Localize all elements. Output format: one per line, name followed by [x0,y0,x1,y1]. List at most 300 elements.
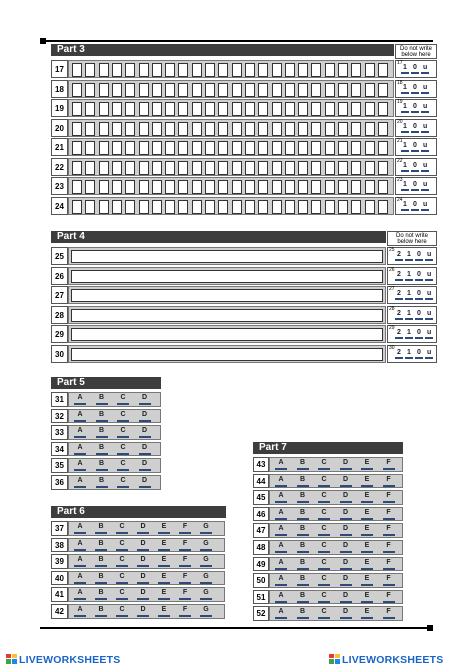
letter-box[interactable] [338,180,348,194]
letter-box[interactable] [232,161,242,175]
choice-option[interactable]: E [161,572,167,580]
choice-option[interactable]: D [141,477,148,484]
score-option[interactable]: 0 [413,103,417,110]
letter-box[interactable] [298,122,308,136]
letter-box[interactable] [72,102,82,116]
choice-option[interactable]: D [342,492,349,500]
choice-option[interactable]: C [321,575,327,583]
letter-box[interactable] [178,83,188,97]
letter-box[interactable] [365,141,375,155]
letter-box[interactable] [245,63,255,77]
letter-box[interactable] [85,141,95,155]
letter-box[interactable] [258,141,268,155]
score-option[interactable]: u [427,290,432,297]
letter-box[interactable] [351,161,361,175]
letter-box[interactable] [165,200,175,214]
letter-box[interactable] [298,63,308,77]
letter-box[interactable] [205,63,215,77]
score-option[interactable]: 2 [397,251,401,258]
letter-box[interactable] [258,200,268,214]
letter-box[interactable] [232,200,242,214]
choice-option[interactable]: E [364,608,370,616]
letter-box[interactable] [112,83,122,97]
letter-box[interactable] [365,102,375,116]
letter-box[interactable] [325,102,335,116]
choice-option[interactable]: F [386,608,391,616]
letter-box[interactable] [192,200,202,214]
letter-box[interactable] [139,161,149,175]
choice-option[interactable]: B [98,443,105,451]
choice-option[interactable]: D [342,459,349,466]
score-option[interactable]: 1 [407,270,411,278]
letter-box[interactable] [99,122,109,136]
score-option[interactable]: u [423,122,428,130]
score-option[interactable]: 0 [417,270,421,278]
choice-option[interactable]: F [182,556,188,564]
letter-box[interactable] [192,161,202,175]
letter-box[interactable] [272,161,282,175]
letter-box[interactable] [85,63,95,77]
letter-box[interactable] [205,102,215,116]
letter-box[interactable] [338,83,348,97]
choice-option[interactable]: E [364,558,370,566]
score-option[interactable]: u [427,270,432,278]
letter-box[interactable] [192,63,202,77]
score-option[interactable]: 1 [403,142,407,149]
letter-box[interactable] [125,141,135,155]
letter-box[interactable] [112,161,122,175]
choice-option[interactable]: A [278,542,284,549]
letter-box[interactable] [272,141,282,155]
letter-box[interactable] [178,161,188,175]
choice-option[interactable]: E [161,539,167,547]
score-option[interactable]: 1 [407,348,411,356]
letter-box[interactable] [258,63,268,77]
letter-box[interactable] [311,63,321,77]
letter-box[interactable] [112,102,122,116]
letter-box[interactable] [325,122,335,136]
letter-box[interactable] [351,83,361,97]
letter-box[interactable] [285,102,295,116]
letter-box[interactable] [285,83,295,97]
letter-box[interactable] [325,83,335,97]
score-option[interactable]: u [423,181,428,188]
choice-option[interactable]: A [77,410,83,418]
letter-box[interactable] [272,180,282,194]
score-option[interactable]: u [423,103,428,110]
choice-option[interactable]: B [299,459,306,466]
letter-box[interactable] [218,180,228,194]
score-option[interactable]: 0 [413,200,417,208]
choice-option[interactable]: D [140,572,146,580]
choice-option[interactable]: E [364,525,370,533]
choice-option[interactable]: D [141,410,148,418]
letter-box[interactable] [125,161,135,175]
letter-box[interactable] [218,200,228,214]
choice-option[interactable]: C [119,539,125,547]
letter-box[interactable] [272,200,282,214]
letter-box[interactable] [218,161,228,175]
letter-box[interactable] [125,180,135,194]
letter-box[interactable] [192,102,202,116]
letter-box[interactable] [245,180,255,194]
choice-option[interactable]: C [321,508,327,516]
choice-option[interactable]: B [98,427,105,435]
choice-option[interactable]: B [98,460,105,468]
letter-box[interactable] [125,200,135,214]
letter-box[interactable] [311,122,321,136]
letter-box[interactable] [311,83,321,97]
letter-box[interactable] [258,180,268,194]
choice-option[interactable]: D [342,591,349,599]
letter-box[interactable] [285,180,295,194]
letter-box[interactable] [365,83,375,97]
letter-box[interactable] [258,161,268,175]
score-option[interactable]: 0 [413,142,417,149]
letter-box[interactable] [272,122,282,136]
letter-box[interactable] [378,122,388,136]
letter-box[interactable] [325,141,335,155]
choice-option[interactable]: D [141,394,148,401]
choice-option[interactable]: A [77,427,83,435]
choice-option[interactable]: F [386,558,391,566]
choice-option[interactable]: F [386,525,391,533]
letter-box[interactable] [165,180,175,194]
score-option[interactable]: 0 [417,290,421,297]
letter-box[interactable] [178,180,188,194]
choice-option[interactable]: B [98,477,105,484]
choice-option[interactable]: D [342,558,349,566]
choice-option[interactable]: E [364,508,370,516]
choice-option[interactable]: A [278,475,284,483]
letter-box[interactable] [245,161,255,175]
score-option[interactable]: u [423,200,428,208]
choice-option[interactable]: A [77,523,83,530]
choice-option[interactable]: B [299,525,306,533]
choice-option[interactable]: B [98,572,104,580]
letter-box[interactable] [325,161,335,175]
letter-box[interactable] [205,122,215,136]
letter-box[interactable] [152,122,162,136]
choice-option[interactable]: F [386,459,391,466]
choice-option[interactable]: A [278,608,284,616]
score-option[interactable]: 1 [403,181,407,188]
letter-box[interactable] [338,122,348,136]
letter-box[interactable] [365,122,375,136]
choice-option[interactable]: C [321,525,327,533]
choice-option[interactable]: F [386,591,391,599]
letter-box[interactable] [152,200,162,214]
score-option[interactable]: u [423,142,428,149]
choice-option[interactable]: A [77,589,83,597]
letter-box[interactable] [298,200,308,214]
letter-box[interactable] [245,122,255,136]
letter-box[interactable] [152,63,162,77]
letter-box[interactable] [178,63,188,77]
letter-box[interactable] [152,180,162,194]
choice-option[interactable]: B [299,575,306,583]
score-option[interactable]: 0 [413,83,417,91]
letter-box[interactable] [72,63,82,77]
choice-option[interactable]: E [364,492,370,500]
letter-box[interactable] [218,102,228,116]
letter-box[interactable] [72,180,82,194]
choice-option[interactable]: G [203,606,209,613]
choice-option[interactable]: C [120,477,126,484]
score-option[interactable]: 0 [413,122,417,130]
score-option[interactable]: 1 [403,161,407,169]
letter-box[interactable] [365,180,375,194]
letter-box[interactable] [165,102,175,116]
choice-option[interactable]: C [119,572,125,580]
choice-option[interactable]: A [77,394,83,401]
choice-option[interactable]: C [321,558,327,566]
letter-box[interactable] [139,200,149,214]
choice-option[interactable]: G [203,556,209,564]
choice-option[interactable]: B [299,475,306,483]
choice-option[interactable]: C [321,591,327,599]
letter-box[interactable] [298,83,308,97]
letter-box[interactable] [298,102,308,116]
choice-option[interactable]: B [299,608,306,616]
letter-box[interactable] [205,200,215,214]
letter-box[interactable] [378,102,388,116]
letter-box[interactable] [232,122,242,136]
choice-option[interactable]: A [278,508,284,516]
letter-box[interactable] [351,102,361,116]
letter-box[interactable] [178,102,188,116]
choice-option[interactable]: B [98,523,104,530]
letter-box[interactable] [192,180,202,194]
letter-box[interactable] [165,122,175,136]
letter-box[interactable] [258,122,268,136]
choice-option[interactable]: D [140,523,146,530]
choice-option[interactable]: A [278,492,284,500]
letter-box[interactable] [152,141,162,155]
letter-box[interactable] [165,141,175,155]
letter-box[interactable] [378,161,388,175]
letter-box[interactable] [338,161,348,175]
letter-box[interactable] [152,83,162,97]
letter-box[interactable] [218,83,228,97]
score-option[interactable]: 2 [397,309,401,317]
letter-box[interactable] [285,63,295,77]
score-option[interactable]: 0 [417,329,421,336]
choice-option[interactable]: D [141,443,148,451]
choice-option[interactable]: D [141,460,148,468]
letter-box[interactable] [245,200,255,214]
choice-option[interactable]: G [203,523,209,530]
letter-box[interactable] [125,102,135,116]
score-option[interactable]: 0 [413,181,417,188]
letter-box[interactable] [365,161,375,175]
letter-box[interactable] [85,83,95,97]
letter-box[interactable] [378,63,388,77]
letter-box[interactable] [378,180,388,194]
letter-box[interactable] [245,83,255,97]
letter-box[interactable] [165,63,175,77]
letter-box[interactable] [351,122,361,136]
choice-option[interactable]: C [321,459,327,466]
letter-box[interactable] [298,161,308,175]
letter-box[interactable] [85,180,95,194]
choice-option[interactable]: C [119,606,125,613]
choice-option[interactable]: D [342,542,349,549]
score-option[interactable]: 1 [407,309,411,317]
letter-box[interactable] [99,102,109,116]
letter-box[interactable] [152,161,162,175]
letter-box[interactable] [99,83,109,97]
choice-option[interactable]: A [77,556,83,564]
letter-box[interactable] [298,180,308,194]
choice-option[interactable]: C [119,523,125,530]
choice-option[interactable]: C [120,460,126,468]
choice-option[interactable]: E [364,575,370,583]
letter-box[interactable] [378,200,388,214]
letter-box[interactable] [72,83,82,97]
choice-option[interactable]: A [278,525,284,533]
choice-option[interactable]: F [182,539,188,547]
answer-input[interactable] [71,309,383,322]
choice-option[interactable]: E [364,591,370,599]
choice-option[interactable]: B [299,508,306,516]
letter-box[interactable] [178,122,188,136]
score-option[interactable]: 2 [397,348,401,356]
letter-box[interactable] [125,63,135,77]
choice-option[interactable]: G [203,589,209,597]
letter-box[interactable] [125,83,135,97]
letter-box[interactable] [245,102,255,116]
choice-option[interactable]: D [140,539,146,547]
choice-option[interactable]: D [342,575,349,583]
choice-option[interactable]: B [299,542,306,549]
score-option[interactable]: 0 [417,309,421,317]
choice-option[interactable]: A [77,460,83,468]
score-option[interactable]: 1 [403,200,407,208]
letter-box[interactable] [298,141,308,155]
letter-box[interactable] [85,102,95,116]
choice-option[interactable]: B [299,591,306,599]
choice-option[interactable]: F [386,508,391,516]
letter-box[interactable] [178,141,188,155]
choice-option[interactable]: C [120,394,126,401]
score-option[interactable]: 2 [397,290,401,297]
choice-option[interactable]: C [120,443,126,451]
score-option[interactable]: 0 [413,64,417,71]
choice-option[interactable]: F [386,492,391,500]
choice-option[interactable]: A [77,443,83,451]
letter-box[interactable] [72,122,82,136]
letter-box[interactable] [311,102,321,116]
letter-box[interactable] [325,180,335,194]
letter-box[interactable] [272,102,282,116]
letter-box[interactable] [205,180,215,194]
score-option[interactable]: 0 [417,348,421,356]
score-option[interactable]: u [427,329,432,336]
choice-option[interactable]: C [321,608,327,616]
letter-box[interactable] [285,161,295,175]
letter-box[interactable] [139,122,149,136]
letter-box[interactable] [272,83,282,97]
letter-box[interactable] [99,180,109,194]
score-option[interactable]: u [427,348,432,356]
choice-option[interactable]: E [161,523,167,530]
answer-input[interactable] [71,348,383,361]
score-option[interactable]: 1 [403,64,407,71]
letter-box[interactable] [232,180,242,194]
letter-box[interactable] [99,63,109,77]
choice-option[interactable]: B [98,556,104,564]
choice-option[interactable]: A [278,558,284,566]
letter-box[interactable] [205,141,215,155]
choice-option[interactable]: G [203,572,209,580]
choice-option[interactable]: D [140,589,146,597]
score-option[interactable]: 2 [397,329,401,336]
score-option[interactable]: 1 [407,251,411,258]
letter-box[interactable] [112,141,122,155]
choice-option[interactable]: C [321,492,327,500]
letter-box[interactable] [72,161,82,175]
letter-box[interactable] [99,161,109,175]
letter-box[interactable] [285,122,295,136]
letter-box[interactable] [112,63,122,77]
choice-option[interactable]: E [364,475,370,483]
letter-box[interactable] [338,141,348,155]
choice-option[interactable]: B [299,492,306,500]
choice-option[interactable]: F [182,523,188,530]
letter-box[interactable] [365,200,375,214]
letter-box[interactable] [351,63,361,77]
letter-box[interactable] [218,63,228,77]
letter-box[interactable] [378,141,388,155]
answer-input[interactable] [71,328,383,341]
letter-box[interactable] [205,161,215,175]
letter-box[interactable] [232,63,242,77]
letter-box[interactable] [232,102,242,116]
choice-option[interactable]: E [364,542,370,549]
letter-box[interactable] [192,83,202,97]
choice-option[interactable]: B [98,539,104,547]
letter-box[interactable] [285,141,295,155]
letter-box[interactable] [311,161,321,175]
choice-option[interactable]: D [342,508,349,516]
letter-box[interactable] [351,141,361,155]
choice-option[interactable]: F [182,589,188,597]
letter-box[interactable] [99,141,109,155]
letter-box[interactable] [258,83,268,97]
choice-option[interactable]: D [342,475,349,483]
answer-input[interactable] [71,270,383,283]
letter-box[interactable] [325,200,335,214]
choice-option[interactable]: F [386,475,391,483]
letter-box[interactable] [338,63,348,77]
letter-box[interactable] [325,63,335,77]
choice-option[interactable]: D [140,606,146,613]
choice-option[interactable]: C [120,427,126,435]
letter-box[interactable] [85,161,95,175]
letter-box[interactable] [165,83,175,97]
choice-option[interactable]: B [98,589,104,597]
choice-option[interactable]: D [342,608,349,616]
score-option[interactable]: u [427,309,432,317]
score-option[interactable]: 1 [403,83,407,91]
letter-box[interactable] [258,102,268,116]
choice-option[interactable]: A [77,539,83,547]
letter-box[interactable] [365,63,375,77]
choice-option[interactable]: C [120,410,126,418]
letter-box[interactable] [245,141,255,155]
choice-option[interactable]: A [77,606,83,613]
